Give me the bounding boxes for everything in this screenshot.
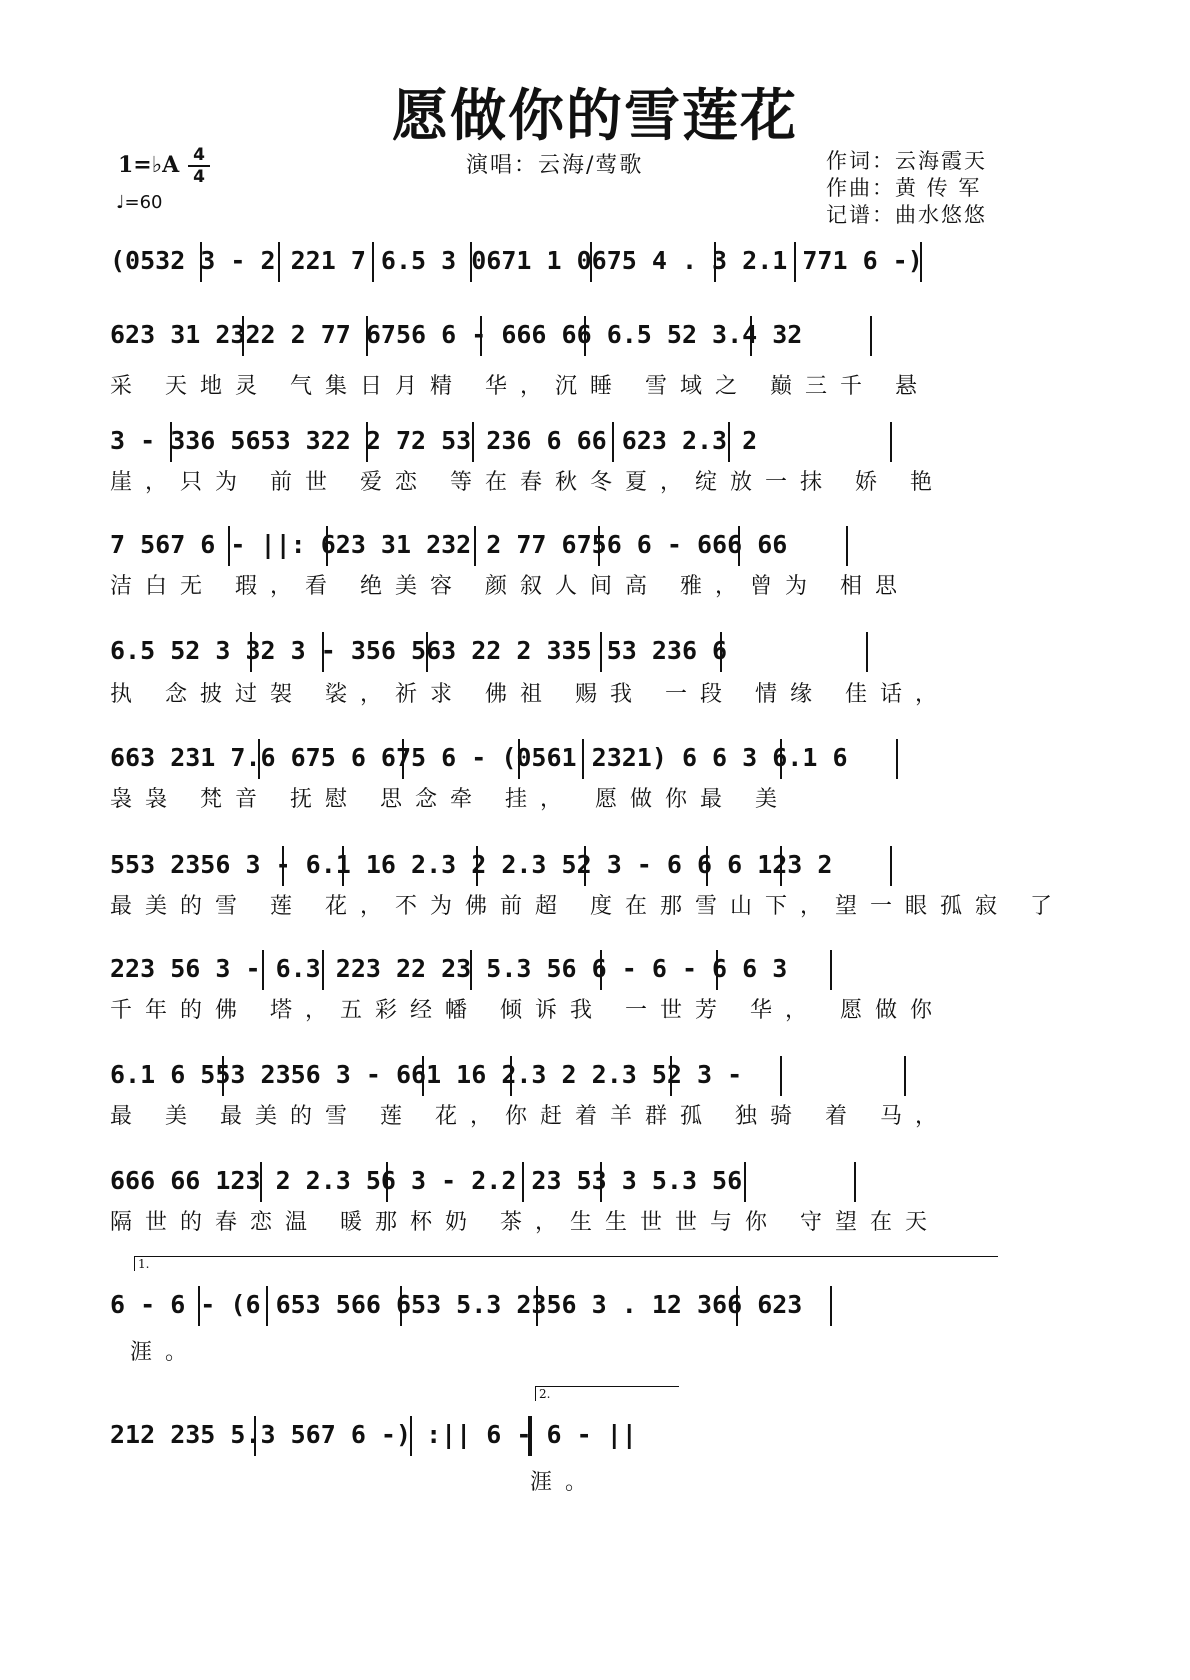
time-signature-bottom: 4: [193, 167, 205, 187]
numbered-notation: 7 567 6 - ||: 623 31 232 2 77 6756 6 - 666 66: [110, 530, 788, 559]
score-system: [110, 946, 1000, 1046]
lyrics-line: 采 天地灵 气集日月精 华，沉睡 雪域之 巅三千 悬: [110, 374, 930, 399]
volta-bracket: 2.: [535, 1386, 679, 1401]
score-system: [110, 522, 1000, 622]
numbered-notation: 212 235 5.3 567 6 -) :|| 6 - 6 - ||: [110, 1420, 637, 1449]
credits-block: [826, 148, 987, 229]
lyrics-line: 洁白无 瑕，看 绝美容 颜叙人间高 雅，曾为 相思: [110, 574, 910, 599]
score-system: [110, 1387, 1000, 1512]
lyricist-credit: 作词：云海霞天: [826, 149, 987, 173]
time-signature: [188, 146, 210, 186]
score-system: [110, 1158, 1000, 1258]
numbered-notation: 666 66 123 2 2.3 56 3 - 2.2 23 53 3 5.3 56: [110, 1166, 743, 1195]
numbered-notation: 6.1 6 553 2356 3 - 661 16 2.3 2 2.3 52 3 -: [110, 1060, 743, 1089]
lyrics-line: 最 美 最美的雪 莲 花，你赶着羊群孤 独骑 着 马，: [110, 1104, 950, 1129]
transcriber-credit: 记谱：曲水悠悠: [826, 203, 987, 227]
numbered-notation: 663 231 7.6 675 6 675 6 - (0561 2321) 6 6 3 6.1 6: [110, 743, 848, 772]
score-system: [110, 628, 1000, 728]
score-system: [110, 735, 1000, 835]
numbered-notation: 6.5 52 3 32 3 - 356 563 22 2 335 53 236 6: [110, 636, 728, 665]
numbered-notation: 3 - 336 5653 322 2 72 53 236 6 66 623 2.3 2: [110, 426, 758, 455]
lyrics-line: 最美的雪 莲 花，不为佛前超 度在那雪山下，望一眼孤寂 了: [110, 894, 1065, 919]
lyrics-line: 袅袅 梵音 抚慰 思念牵 挂， 愿做你最 美: [110, 787, 790, 812]
lyrics-line: 千年的佛 塔，五彩经幡 倾诉我 一世芳 华， 愿做你: [110, 998, 945, 1023]
lyrics-line: 执 念披过袈 裟，祈求 佛祖 赐我 一段 情缘 佳话，: [110, 682, 950, 707]
lyrics-line: 涯。: [530, 1470, 601, 1495]
numbered-notation: (0532 3 - 2 221 7 6.5 3 0671 1 0675 4 . 3 2.1 771 6 -): [110, 246, 923, 275]
lyrics-line: 崖，只为 前世 爱恋 等在春秋冬夏，绽放一抹 娇 艳: [110, 470, 945, 495]
numbered-notation: 553 2356 3 - 6.1 16 2.3 2 2.3 52 3 - 6 6 6 123 2: [110, 850, 833, 879]
tempo-marking: ♩=60: [116, 192, 163, 213]
lyrics-line: 隔世的春恋温 暖那杯奶 茶，生生世世与你 守望在天: [110, 1210, 940, 1235]
numbered-notation: 623 31 2322 2 77 6756 6 - 666 66 6.5 52 3.4 32: [110, 320, 803, 349]
score-system: [110, 1052, 1000, 1152]
volta-bracket: 1.: [134, 1256, 998, 1271]
time-signature-top: 4: [193, 145, 205, 165]
score-system: [110, 418, 1000, 518]
composer-credit: 作曲：黄 传 军: [826, 176, 982, 200]
score-system: [110, 842, 1065, 942]
key-signature: 1=♭A: [118, 152, 180, 178]
page-title: 愿做你的雪莲花: [392, 83, 798, 149]
singer-credit: 演唱：云海/莺歌: [466, 153, 644, 178]
score-system: [110, 1257, 1000, 1382]
numbered-notation: 223 56 3 - 6.3 223 22 23 5.3 56 6 - 6 - 6 6 3: [110, 954, 788, 983]
score-system: [110, 312, 1000, 412]
lyrics-line: 涯。: [130, 1340, 201, 1365]
numbered-notation: 6 - 6 - (6 653 566 653 5.3 2356 3 . 12 366 623: [110, 1290, 803, 1319]
